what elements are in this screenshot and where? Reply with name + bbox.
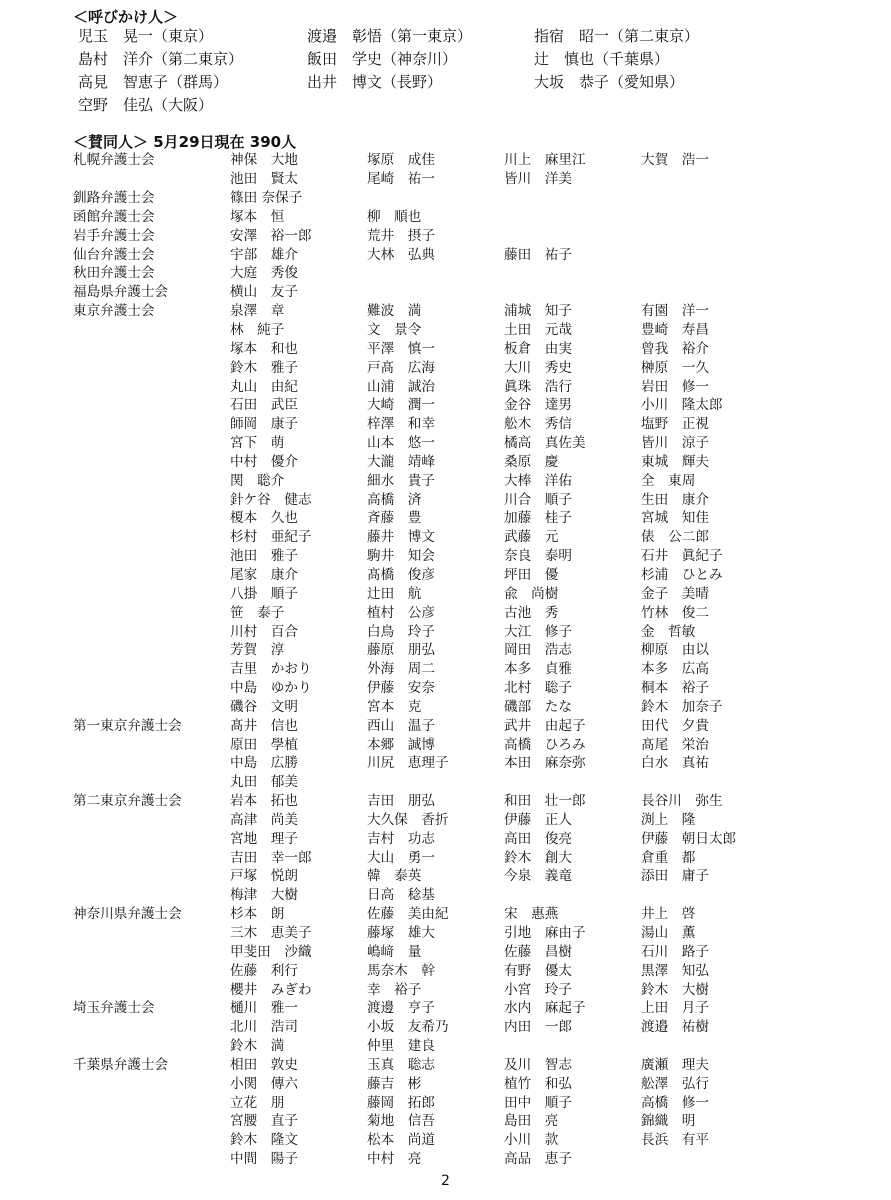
supporter-name: 小坂 友希乃 bbox=[367, 1019, 449, 1036]
supporter-name: 笹 泰子 bbox=[230, 604, 285, 621]
bar-association-name: 千葉県弁護士会 bbox=[73, 1056, 169, 1073]
supporter-name: 古池 秀 bbox=[504, 604, 559, 621]
supporter-row bbox=[73, 432, 873, 451]
supporter-name: 皆川 涼子 bbox=[641, 435, 709, 452]
supporter-name: 針ケ谷 健志 bbox=[230, 491, 312, 508]
supporter-name: 泉澤 章 bbox=[230, 303, 285, 320]
supporter-row bbox=[73, 507, 873, 526]
supporter-row bbox=[73, 375, 873, 394]
supporter-name: 橘高 真佐美 bbox=[504, 435, 586, 452]
supporter-name: 塚本 恒 bbox=[230, 208, 285, 225]
supporter-row bbox=[73, 224, 873, 243]
supporter-name: 川合 順子 bbox=[504, 491, 572, 508]
bar-association-name: 秋田弁護士会 bbox=[73, 265, 155, 282]
supporter-name: 中間 陽子 bbox=[230, 1151, 298, 1168]
supporter-name: 菊地 信吾 bbox=[367, 1113, 435, 1130]
supporter-name: 伊藤 正人 bbox=[504, 811, 572, 828]
page-number: 2 bbox=[441, 1173, 450, 1189]
supporter-name: 樋川 雅一 bbox=[230, 1000, 298, 1017]
supporter-row bbox=[73, 300, 873, 319]
supporter-name: 吉村 功志 bbox=[367, 830, 435, 847]
supporter-name: 榎本 久也 bbox=[230, 510, 298, 527]
supporter-row bbox=[73, 1110, 873, 1129]
supporter-name: 宮城 知佳 bbox=[641, 510, 709, 527]
organizer-name: 辻 慎也（千葉県） bbox=[534, 50, 670, 68]
supporter-name: 引地 麻由子 bbox=[504, 925, 586, 942]
supporter-name: 中村 優介 bbox=[230, 453, 298, 470]
supporter-name: 舩澤 弘行 bbox=[641, 1075, 709, 1092]
supporter-name: 小川 隆太郎 bbox=[641, 397, 723, 414]
supporter-name: 大賀 浩一 bbox=[641, 152, 709, 169]
supporter-name: 湯山 薫 bbox=[641, 925, 696, 942]
supporter-name: 磯谷 文明 bbox=[230, 698, 298, 715]
supporter-name: 渡邊 亨子 bbox=[367, 1000, 435, 1017]
supporter-name: 梅津 大樹 bbox=[230, 887, 298, 904]
supporter-name: 川尻 恵理子 bbox=[367, 755, 449, 772]
supporter-name: 岩本 拓也 bbox=[230, 793, 298, 810]
supporter-name: 伊藤 朝日太郎 bbox=[641, 830, 737, 847]
supporter-row bbox=[73, 1091, 873, 1110]
supporter-row bbox=[73, 319, 873, 338]
supporter-name: 川村 百合 bbox=[230, 623, 298, 640]
supporter-name: 宋 惠燕 bbox=[504, 906, 559, 923]
organizers-heading: ＜呼びかけ人＞ bbox=[73, 8, 179, 26]
supporter-name: 藤田 祐子 bbox=[504, 246, 572, 263]
supporter-name: 丸山 由紀 bbox=[230, 378, 298, 395]
supporter-name: 浦城 知子 bbox=[504, 303, 572, 320]
supporter-name: 相田 敦史 bbox=[230, 1056, 298, 1073]
supporter-name: 吉田 幸一郎 bbox=[230, 849, 312, 866]
supporter-name: 文 景令 bbox=[367, 322, 422, 339]
supporter-name: 細水 貴子 bbox=[367, 472, 435, 489]
supporter-name: 宮本 克 bbox=[367, 698, 422, 715]
supporter-row bbox=[73, 809, 873, 828]
supporter-name: 金子 美晴 bbox=[641, 585, 709, 602]
bar-association-name: 第一東京弁護士会 bbox=[73, 717, 182, 734]
supporter-row bbox=[73, 281, 873, 300]
bar-association-name: 福島県弁護士会 bbox=[73, 284, 169, 301]
supporter-row bbox=[73, 1035, 873, 1054]
supporter-name: 土田 元哉 bbox=[504, 322, 572, 339]
supporter-row bbox=[73, 695, 873, 714]
supporter-name: 武井 由起子 bbox=[504, 717, 586, 734]
supporter-name: 大江 修子 bbox=[504, 623, 572, 640]
supporter-row bbox=[73, 790, 873, 809]
supporter-name: 岡田 浩志 bbox=[504, 642, 572, 659]
supporter-name: 奈良 泰明 bbox=[504, 548, 572, 565]
supporter-name: 上田 月子 bbox=[641, 1000, 709, 1017]
supporter-name: 斉藤 豊 bbox=[367, 510, 422, 527]
supporter-name: 金 哲敏 bbox=[641, 623, 696, 640]
supporter-row bbox=[73, 884, 873, 903]
supporter-name: 川上 麻里江 bbox=[504, 152, 586, 169]
supporter-name: 俵 公二郎 bbox=[641, 529, 709, 546]
supporter-row bbox=[73, 846, 873, 865]
supporter-row bbox=[73, 337, 873, 356]
supporter-name: 塚本 和也 bbox=[230, 340, 298, 357]
supporter-name: 白水 真祐 bbox=[641, 755, 709, 772]
supporter-name: 辻田 航 bbox=[367, 585, 422, 602]
supporter-name: 植竹 和弘 bbox=[504, 1075, 572, 1092]
supporter-name: 石井 眞紀子 bbox=[641, 548, 723, 565]
supporter-row bbox=[73, 752, 873, 771]
supporter-name: 馬奈木 幹 bbox=[367, 962, 435, 979]
supporter-name: 舩木 秀信 bbox=[504, 416, 572, 433]
supporter-name: 和田 壮一郎 bbox=[504, 793, 586, 810]
supporter-name: 大崎 潤一 bbox=[367, 397, 435, 414]
supporter-row bbox=[73, 865, 873, 884]
supporter-name: 佐藤 昌樹 bbox=[504, 943, 572, 960]
supporter-name: 八掛 順子 bbox=[230, 585, 298, 602]
bar-association-name: 釧路弁護士会 bbox=[73, 190, 155, 207]
supporter-name: 板倉 由実 bbox=[504, 340, 572, 357]
supporter-name: 加藤 桂子 bbox=[504, 510, 572, 527]
supporter-row bbox=[73, 658, 873, 677]
supporter-name: 師岡 康子 bbox=[230, 416, 298, 433]
supporter-name: 皆川 洋美 bbox=[504, 171, 572, 188]
supporter-row bbox=[73, 243, 873, 262]
bar-association-name: 仙台弁護士会 bbox=[73, 246, 155, 263]
supporter-name: 櫻井 みぎわ bbox=[230, 981, 312, 998]
organizer-name: 大坂 恭子（愛知県） bbox=[534, 73, 685, 91]
supporter-name: 水内 麻起子 bbox=[504, 1000, 586, 1017]
supporter-name: 塩野 正視 bbox=[641, 416, 709, 433]
supporter-name: 小関 傳六 bbox=[230, 1075, 298, 1092]
organizer-name: 渡邉 彰悟（第一東京） bbox=[307, 27, 473, 45]
supporter-row bbox=[73, 262, 873, 281]
supporter-name: 眞珠 浩行 bbox=[504, 378, 572, 395]
supporter-name: 生田 康介 bbox=[641, 491, 709, 508]
bar-association-name: 第二東京弁護士会 bbox=[73, 793, 182, 810]
supporter-name: 駒井 知会 bbox=[367, 548, 435, 565]
bar-association-name: 札幌弁護士会 bbox=[73, 152, 155, 169]
supporter-name: 有園 洋一 bbox=[641, 303, 709, 320]
supporters-heading: ＜賛同人＞ 5月29日現在 390人 bbox=[73, 133, 297, 151]
supporter-name: 高橋 修一 bbox=[641, 1094, 709, 1111]
bar-association-name: 函館弁護士会 bbox=[73, 208, 155, 225]
supporter-name: 立花 朋 bbox=[230, 1094, 285, 1111]
supporter-name: 竹林 俊二 bbox=[641, 604, 709, 621]
supporter-row bbox=[73, 526, 873, 545]
supporter-name: 小川 款 bbox=[504, 1132, 559, 1149]
supporter-name: 梓澤 和幸 bbox=[367, 416, 435, 433]
supporter-name: 池田 雅子 bbox=[230, 548, 298, 565]
supporter-name: 韓 泰英 bbox=[367, 868, 422, 885]
supporter-name: 本田 麻奈弥 bbox=[504, 755, 586, 772]
supporter-name: 石田 武臣 bbox=[230, 397, 298, 414]
supporter-name: 鈴木 雅子 bbox=[230, 359, 298, 376]
supporter-name: 藤吉 彬 bbox=[367, 1075, 422, 1092]
supporter-name: 柳原 由以 bbox=[641, 642, 709, 659]
supporter-name: 石川 路子 bbox=[641, 943, 709, 960]
supporter-name: 中島 ゆかり bbox=[230, 680, 312, 697]
supporter-name: 曾我 裕介 bbox=[641, 340, 709, 357]
supporter-name: 田中 順子 bbox=[504, 1094, 572, 1111]
supporter-name: 外海 周二 bbox=[367, 661, 435, 678]
supporter-name: 添田 庸子 bbox=[641, 868, 709, 885]
supporter-name: 池田 賢太 bbox=[230, 171, 298, 188]
supporter-row bbox=[73, 940, 873, 959]
supporter-row bbox=[73, 168, 873, 187]
supporter-name: 伊藤 安奈 bbox=[367, 680, 435, 697]
supporter-name: 高田 俊亮 bbox=[504, 830, 572, 847]
supporter-name: 松本 尚道 bbox=[367, 1132, 435, 1149]
supporter-name: 金谷 達男 bbox=[504, 397, 572, 414]
bar-association-name: 神奈川県弁護士会 bbox=[73, 906, 182, 923]
supporter-name: 白鳥 玲子 bbox=[367, 623, 435, 640]
supporter-name: 藤井 博文 bbox=[367, 529, 435, 546]
supporter-name: 高橋 ひろみ bbox=[504, 736, 586, 753]
supporter-row bbox=[73, 1054, 873, 1073]
supporter-name: 長浜 有平 bbox=[641, 1132, 709, 1149]
supporter-name: 吉田 朋弘 bbox=[367, 793, 435, 810]
supporter-name: 全 東周 bbox=[641, 472, 696, 489]
bar-association-name: 埼玉弁護士会 bbox=[73, 1000, 155, 1017]
supporter-name: 大川 秀史 bbox=[504, 359, 572, 376]
supporter-row bbox=[73, 1129, 873, 1148]
supporter-name: 倉重 都 bbox=[641, 849, 696, 866]
supporter-name: 渡邉 祐樹 bbox=[641, 1019, 709, 1036]
supporter-row bbox=[73, 356, 873, 375]
supporter-name: 山本 悠一 bbox=[367, 435, 435, 452]
supporter-name: 尾家 康介 bbox=[230, 566, 298, 583]
supporter-name: 北川 浩司 bbox=[230, 1019, 298, 1036]
supporter-name: 難波 満 bbox=[367, 303, 422, 320]
supporter-row bbox=[73, 206, 873, 225]
supporter-name: 平澤 慎一 bbox=[367, 340, 435, 357]
supporter-name: 鈴木 満 bbox=[230, 1038, 285, 1055]
supporter-row bbox=[73, 149, 873, 168]
supporter-name: 神保 大地 bbox=[230, 152, 298, 169]
supporter-name: 兪 尚樹 bbox=[504, 585, 559, 602]
supporter-name: 井上 啓 bbox=[641, 906, 696, 923]
supporter-name: 渕上 隆 bbox=[641, 811, 696, 828]
supporter-name: 坪田 優 bbox=[504, 566, 559, 583]
supporter-name: 植村 公彦 bbox=[367, 604, 435, 621]
supporter-row bbox=[73, 413, 873, 432]
supporter-name: 高津 尚美 bbox=[230, 811, 298, 828]
supporter-name: 内田 一郎 bbox=[504, 1019, 572, 1036]
supporter-name: 及川 智志 bbox=[504, 1056, 572, 1073]
supporter-name: 柳 順也 bbox=[367, 208, 422, 225]
supporter-name: 磯部 たな bbox=[504, 698, 572, 715]
supporter-name: 武藤 元 bbox=[504, 529, 559, 546]
supporter-name: 横山 友子 bbox=[230, 284, 298, 301]
supporter-row bbox=[73, 488, 873, 507]
supporter-name: 鈴木 創大 bbox=[504, 849, 572, 866]
supporter-name: 藤岡 拓郎 bbox=[367, 1094, 435, 1111]
supporter-row bbox=[73, 903, 873, 922]
organizer-name: 島村 洋介（第二東京） bbox=[78, 50, 244, 68]
supporter-name: 西山 温子 bbox=[367, 717, 435, 734]
supporter-row bbox=[73, 639, 873, 658]
supporter-name: 宮腰 直子 bbox=[230, 1113, 298, 1130]
supporter-row bbox=[73, 582, 873, 601]
supporter-name: 廣瀬 理夫 bbox=[641, 1056, 709, 1073]
supporter-name: 幸 裕子 bbox=[367, 981, 422, 998]
supporter-name: 原田 學植 bbox=[230, 736, 298, 753]
supporter-name: 今泉 義竜 bbox=[504, 868, 572, 885]
supporter-name: 錦織 明 bbox=[641, 1113, 696, 1130]
supporter-name: 芳賀 淳 bbox=[230, 642, 285, 659]
supporter-row bbox=[73, 922, 873, 941]
supporter-name: 鈴木 加奈子 bbox=[641, 698, 723, 715]
supporter-name: 中島 広勝 bbox=[230, 755, 298, 772]
organizer-row bbox=[78, 70, 878, 93]
supporter-row bbox=[73, 978, 873, 997]
supporter-name: 林 純子 bbox=[230, 322, 285, 339]
supporter-name: 篠田 奈保子 bbox=[230, 190, 303, 207]
supporter-name: 藤塚 雄大 bbox=[367, 925, 435, 942]
supporter-name: 髙尾 栄治 bbox=[641, 736, 709, 753]
supporter-name: 大山 勇一 bbox=[367, 849, 435, 866]
supporter-name: 東城 輝夫 bbox=[641, 453, 709, 470]
supporter-row bbox=[73, 733, 873, 752]
supporter-name: 豊崎 寿昌 bbox=[641, 322, 709, 339]
supporters-table bbox=[73, 149, 873, 1167]
supporter-name: 大棒 洋佑 bbox=[504, 472, 572, 489]
organizers-list bbox=[78, 24, 878, 116]
supporter-name: 黒澤 知弘 bbox=[641, 962, 709, 979]
supporter-name: 小宮 玲子 bbox=[504, 981, 572, 998]
supporter-name: 甲斐田 沙織 bbox=[230, 943, 312, 960]
supporter-row bbox=[73, 187, 873, 206]
supporter-name: 尾崎 祐一 bbox=[367, 171, 435, 188]
supporter-name: 荒井 摂子 bbox=[367, 227, 435, 244]
organizer-name: 児玉 晃一（東京） bbox=[78, 27, 214, 45]
organizer-name: 指宿 昭一（第二東京） bbox=[534, 27, 700, 45]
supporter-name: 杉浦 ひとみ bbox=[641, 566, 723, 583]
supporter-name: 髙橋 俊彦 bbox=[367, 566, 435, 583]
supporter-name: 大久保 香折 bbox=[367, 811, 449, 828]
organizer-name: 出井 博文（長野） bbox=[307, 73, 443, 91]
supporter-row bbox=[73, 827, 873, 846]
supporter-name: 本郷 誠博 bbox=[367, 736, 435, 753]
bar-association-name: 東京弁護士会 bbox=[73, 303, 155, 320]
supporter-name: 鈴木 隆文 bbox=[230, 1132, 298, 1149]
supporter-name: 桐本 裕子 bbox=[641, 680, 709, 697]
supporter-name: 北村 聡子 bbox=[504, 680, 572, 697]
supporter-name: 田代 夕貴 bbox=[641, 717, 709, 734]
supporter-name: 長谷川 弥生 bbox=[641, 793, 723, 810]
supporter-name: 宇部 雄介 bbox=[230, 246, 298, 263]
bar-association-name: 岩手弁護士会 bbox=[73, 227, 155, 244]
supporter-name: 宮地 理子 bbox=[230, 830, 298, 847]
organizer-row bbox=[78, 24, 878, 47]
supporter-name: 吉里 かおり bbox=[230, 661, 312, 678]
supporter-name: 玉真 聡志 bbox=[367, 1056, 435, 1073]
supporter-name: 塚原 成佳 bbox=[367, 152, 435, 169]
supporter-name: 仲里 建良 bbox=[367, 1038, 435, 1055]
supporter-name: 大庭 秀俊 bbox=[230, 265, 298, 282]
supporter-name: 佐藤 美由紀 bbox=[367, 906, 449, 923]
supporter-row bbox=[73, 959, 873, 978]
supporter-name: 大瀧 靖峰 bbox=[367, 453, 435, 470]
supporter-row bbox=[73, 1016, 873, 1035]
supporter-name: 本多 広高 bbox=[641, 661, 709, 678]
supporter-name: 島田 亮 bbox=[504, 1113, 559, 1130]
supporter-name: 戸塚 悦朗 bbox=[230, 868, 298, 885]
supporter-name: 髙井 信也 bbox=[230, 717, 298, 734]
supporter-row bbox=[73, 997, 873, 1016]
organizer-name: 飯田 学史（神奈川） bbox=[307, 50, 458, 68]
supporter-name: 桑原 慶 bbox=[504, 453, 559, 470]
organizer-name: 空野 佳弘（大阪） bbox=[78, 96, 214, 114]
supporter-name: 岩田 修一 bbox=[641, 378, 709, 395]
supporter-name: 丸田 郁美 bbox=[230, 774, 298, 791]
supporter-name: 杉本 朗 bbox=[230, 906, 285, 923]
supporter-name: 三木 恵美子 bbox=[230, 925, 312, 942]
supporter-name: 山浦 誠治 bbox=[367, 378, 435, 395]
supporter-row bbox=[73, 677, 873, 696]
supporter-name: 藤原 朋弘 bbox=[367, 642, 435, 659]
supporter-name: 有野 優太 bbox=[504, 962, 572, 979]
supporter-row bbox=[73, 601, 873, 620]
organizer-row bbox=[78, 93, 878, 116]
supporter-name: 杉村 亜紀子 bbox=[230, 529, 312, 546]
supporter-row bbox=[73, 714, 873, 733]
supporter-row bbox=[73, 1148, 873, 1167]
supporter-name: 関 聡介 bbox=[230, 472, 285, 489]
supporter-name: 日高 稔基 bbox=[367, 887, 435, 904]
supporter-name: 榊原 一久 bbox=[641, 359, 709, 376]
supporter-name: 高橋 済 bbox=[367, 491, 422, 508]
supporter-name: 大林 弘典 bbox=[367, 246, 435, 263]
supporter-name: 本多 貞雅 bbox=[504, 661, 572, 678]
supporter-row bbox=[73, 451, 873, 470]
supporter-name: 宮下 萌 bbox=[230, 435, 285, 452]
supporter-row bbox=[73, 545, 873, 564]
supporter-name: 高品 恵子 bbox=[504, 1151, 572, 1168]
supporter-name: 嶋﨑 量 bbox=[367, 943, 422, 960]
supporter-name: 鈴木 大樹 bbox=[641, 981, 709, 998]
supporter-name: 安澤 裕一郎 bbox=[230, 227, 312, 244]
supporter-name: 戸髙 広海 bbox=[367, 359, 435, 376]
supporter-row bbox=[73, 771, 873, 790]
organizer-row bbox=[78, 47, 878, 70]
supporter-name: 佐藤 利行 bbox=[230, 962, 298, 979]
supporter-row bbox=[73, 620, 873, 639]
organizer-name: 高見 智恵子（群馬） bbox=[78, 73, 229, 91]
supporter-row bbox=[73, 1072, 873, 1091]
supporter-row bbox=[73, 394, 873, 413]
supporter-row bbox=[73, 564, 873, 583]
supporter-row bbox=[73, 469, 873, 488]
supporter-name: 中村 亮 bbox=[367, 1151, 422, 1168]
